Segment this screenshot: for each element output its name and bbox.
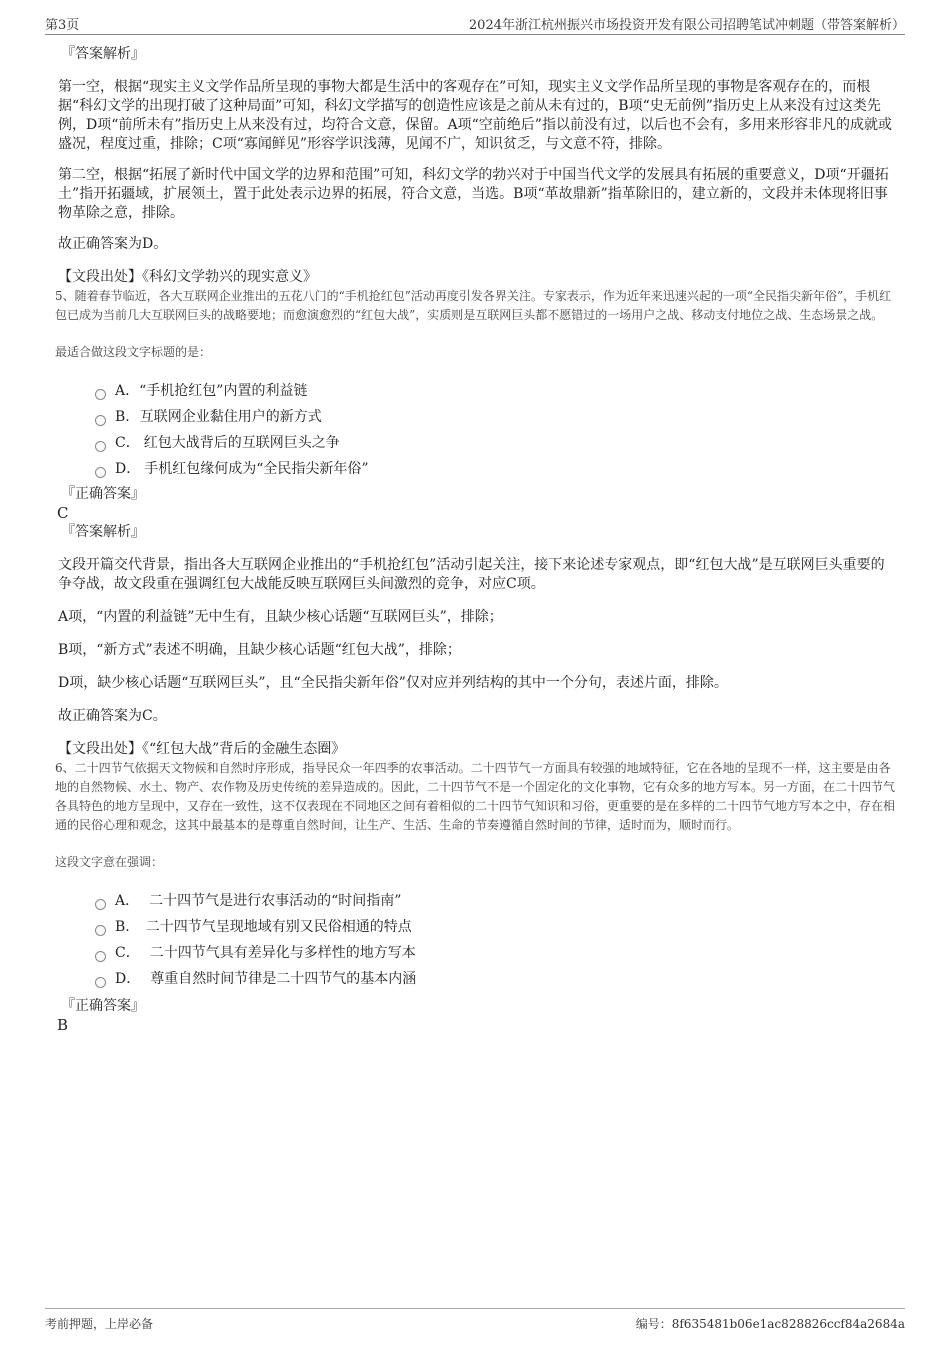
option-text: 二十四节气呈现地域有别又民俗相通的特点 (145, 919, 412, 935)
radio-button[interactable] (95, 389, 106, 400)
option-text: 手机红包缘何成为“全民指尖新年俗” (144, 461, 369, 477)
option-d[interactable] (95, 966, 895, 992)
analysis-paragraph: D项，缺少核心话题“互联网巨头”，且“全民指尖新年俗”仅对应并列结构的其中一个分句，表述片面，排除。 (58, 675, 728, 691)
option-text: “手机抢红包”内置的利益链 (139, 383, 308, 399)
answer-conclusion: 故正确答案为D。 (58, 236, 168, 252)
option-text: 尊重自然时间节律是二十四节气的基本内涵 (150, 971, 417, 987)
analysis-heading: 『答案解析』 (61, 46, 145, 62)
radio-button[interactable] (95, 415, 106, 426)
option-letter: D． (115, 461, 141, 477)
radio-button[interactable] (95, 467, 106, 478)
option-b[interactable] (95, 404, 895, 430)
page-content (55, 44, 895, 1034)
option-letter: D． (115, 971, 141, 987)
option-text: 二十四节气具有差异化与多样性的地方写本 (149, 945, 416, 961)
correct-answer-heading: 『正确答案』 (61, 486, 145, 502)
option-a[interactable] (95, 888, 895, 914)
question-6-text: 6、二十四节气依据天文物候和自然时序形成，指导民众一年四季的农事活动。二十四节气一方面具有较强的地域特征，它在各地的呈现不一样，这主要是由各地的自然物候、水土、物产、农作物及历史传统的差异造成的。因此，二十四节气不是一个固定化的文化事物，它有众多的地方写本。另一方面，在二十四节气各具特色的地方呈现中，又存在一致性，这不仅表现在不同地区之间有着相似的二十四节气知识和习俗，更重要的是在多样的二十四节气地方写本之中，存在相通的民俗心理和观念，这其中最基本的是尊重自然时间，让生产、生活、生命的节奏遵循自然时间的节律，适时而为，顺时而行。 (55, 761, 896, 832)
option-letter: C． (115, 435, 140, 451)
analysis-paragraph: 文段开篇交代背景，指出各大互联网企业推出的“手机抢红包”活动引起关注，接下来论述专家观点，即“红包大战”是互联网巨头重要的争夺战，故文段重在强调红包大战能反映互联网巨头间激烈的竞争，对应C项。 (58, 557, 885, 592)
question-5-text: 5、随着春节临近，各大互联网企业推出的五花八门的“手机抢红包”活动再度引发各界关注。专家表示，作为近年来迅速兴起的一项“全民指尖新年俗”，手机红包已成为当前几大互联网巨头的战略要地；而愈演愈烈的“红包大战”，实质则是互联网巨头都不愿错过的一场用户之战、移动支付地位之战、生态场景之战。 (55, 289, 892, 322)
document-id: 编号：8f635481b06e1ac828826ccf84a2684a (635, 1317, 905, 1331)
analysis-paragraph: B项，“新方式”表述不明确，且缺少核心话题“红包大战”，排除； (58, 642, 461, 658)
analysis-heading: 『答案解析』 (61, 524, 145, 540)
option-letter: A． (115, 383, 140, 399)
option-letter: A． (115, 893, 140, 909)
option-b[interactable] (95, 914, 895, 940)
page-header (45, 12, 905, 35)
correct-answer-value: B (57, 1016, 69, 1034)
option-c[interactable] (95, 430, 895, 456)
correct-answer-heading: 『正确答案』 (61, 998, 145, 1014)
analysis-paragraph: 第一空，根据“现实主义文学作品所呈现的事物大都是生活中的客观存在”可知，现实主义文学作品所呈现的事物是客观存在的，而根据“科幻文学的出现打破了这种局面”可知，科幻文学描写的创造性应该是之前从未有过的，B项“史无前例”指历史上从来没有过这类先例，D项“前所未有”指历史上从来没有过，均符合文意，保留。A项“空前绝后”指以前没有过，以后也不会有，多用来形容非凡的成就或盛况，程度过重，排除；C项“寡闻鲜见”形容学识浅薄，见闻不广，知识贫乏，与文意不符，排除。 (58, 79, 892, 152)
document-title: 2024年浙江杭州振兴市场投资开发有限公司招聘笔试冲刺题（带答案解析） (468, 18, 905, 33)
analysis-paragraph: A项，“内置的利益链”无中生有，且缺少核心话题“互联网巨头”，排除； (58, 609, 503, 625)
question-5-prompt: 最适合做这段文字标题的是： (55, 345, 212, 359)
option-text: 互联网企业黏住用户的新方式 (139, 409, 322, 425)
page-footer (45, 1308, 905, 1335)
source-citation: 【文段出处】《科幻文学勃兴的现实意义》 (58, 269, 317, 285)
option-letter: B. (115, 919, 130, 935)
option-letter: C． (115, 945, 140, 961)
question-6-options (95, 888, 895, 992)
radio-button[interactable] (95, 441, 106, 452)
page-number: 第3页 (45, 18, 80, 33)
correct-answer-value: C (57, 504, 69, 522)
option-text: 二十四节气是进行农事活动的“时间指南” (149, 893, 402, 909)
analysis-paragraph: 第二空，根据“拓展了新时代中国文学的边界和范围”可知，科幻文学的勃兴对于中国当代文学的发展具有拓展的重要意义，D项“开疆拓土”指开拓疆域，扩展领土，置于此处表示边界的拓展，符合文意，当选。B项“革故鼎新”指革除旧的，建立新的，文段并未体现将旧事物革除之意，排除。 (58, 167, 889, 221)
source-citation: 【文段出处】《“红包大战”背后的金融生态圈》 (58, 741, 346, 757)
radio-button[interactable] (95, 977, 106, 988)
option-a[interactable] (95, 378, 895, 404)
option-letter: B. (115, 409, 130, 425)
radio-button[interactable] (95, 925, 106, 936)
question-5-options (95, 378, 895, 482)
option-text: 红包大战背后的互联网巨头之争 (143, 435, 340, 451)
radio-button[interactable] (95, 951, 106, 962)
answer-conclusion: 故正确答案为C。 (58, 708, 167, 724)
option-c[interactable] (95, 940, 895, 966)
radio-button[interactable] (95, 899, 106, 910)
option-d[interactable] (95, 456, 895, 482)
question-6-prompt: 这段文字意在强调： (55, 855, 164, 869)
footer-slogan: 考前押题，上岸必备 (45, 1317, 154, 1331)
